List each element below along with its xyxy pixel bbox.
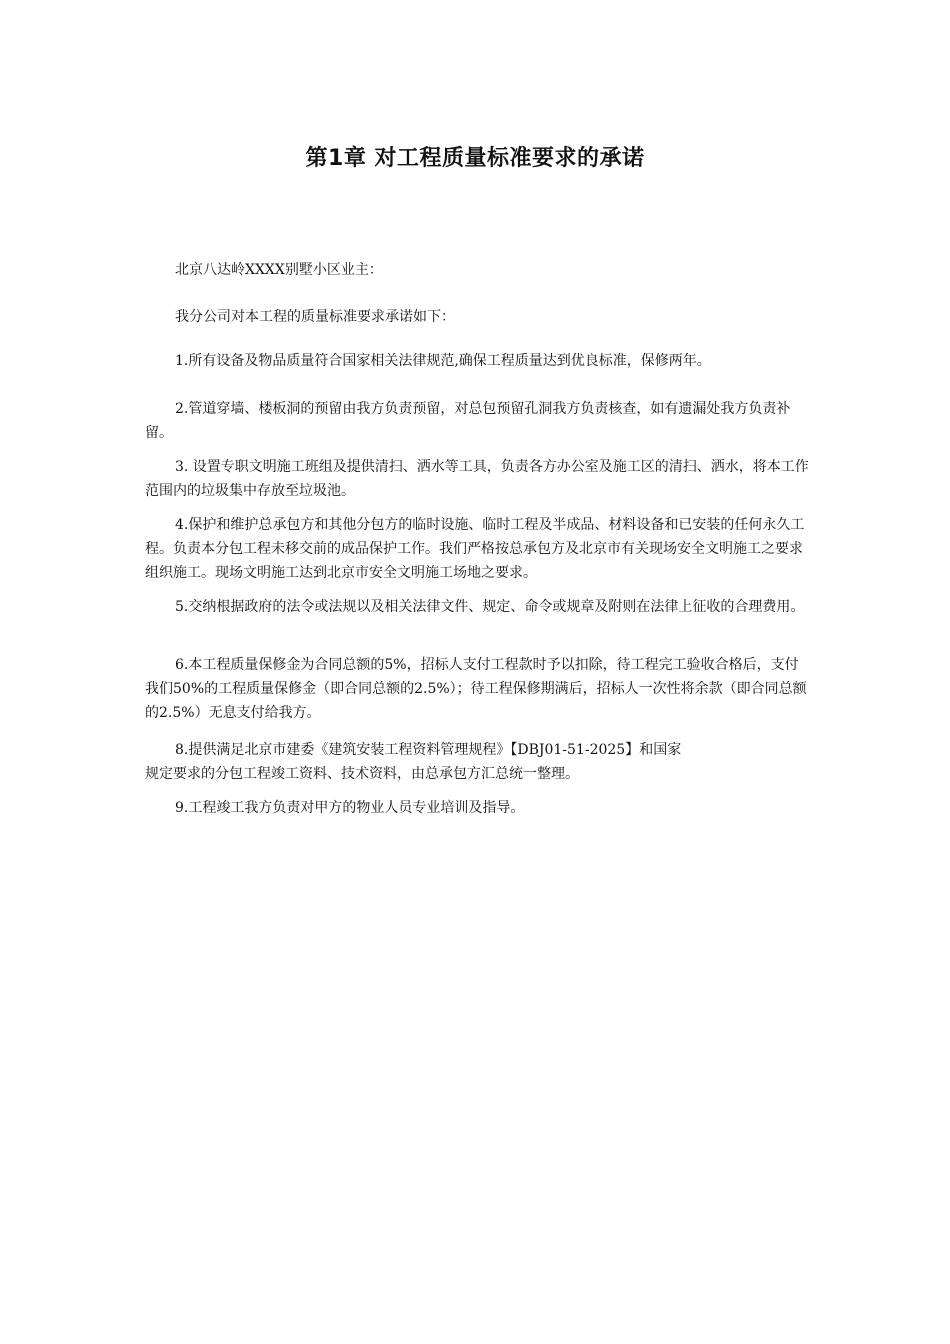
commitment-item-8	[145, 738, 810, 786]
commitment-item-3	[145, 455, 810, 503]
chapter-title: 第1章 对工程质量标准要求的承诺	[305, 146, 645, 171]
salutation-text: 北京八达岭XXXX别墅小区业主：	[175, 262, 383, 278]
clipped-line: 8.提供满足北京市建委《建筑安装工程资料管理规程》【DBJ01-51-2025】和国家	[175, 742, 682, 758]
commitment-item-6	[145, 653, 810, 725]
commitment-text: 6.本工程质量保修金为合同总额的5%，招标人支付工程款时予以扣除，待工程完工验收合格后，支付我们50%的工程质量保修金（即合同总额的2.5%）；待工程保修期满后，招标人一次性将余款（即合同总额的2.5%）无息支付给我方。	[145, 657, 807, 721]
commitment-text: 9.工程竣工我方负责对甲方的物业人员专业培训及指导。	[175, 800, 525, 816]
commitment-item-9	[145, 796, 810, 820]
commitment-text: 5.交纳根据政府的法令或法规以及相关法律文件、规定、命令或规章及附则在法律上征收的合理费用。	[175, 599, 805, 615]
commitment-item-4	[145, 513, 810, 585]
commitment-text: 2.管道穿墙、楼板洞的预留由我方负责预留，对总包预留孔洞我方负责核查，如有遗漏处我方负责补留。	[145, 401, 791, 441]
commitment-text: 3. 设置专职文明施工班组及提供清扫、洒水等工具，负责各方办公室及施工区的清扫、洒水，将本工作范围内的垃圾集中存放至垃圾池。	[145, 459, 809, 499]
intro-paragraph	[145, 305, 810, 329]
commitment-text: 1.所有设备及物品质量符合国家相关法律规范,确保工程质量达到优良标准，保修两年。	[175, 353, 711, 369]
commitment-item-1	[145, 349, 810, 373]
intro-text: 我分公司对本工程的质量标准要求承诺如下：	[175, 309, 455, 325]
commitment-line-1	[145, 738, 810, 762]
commitment-text: 4.保护和维护总承包方和其他分包方的临时设施、临时工程及半成品、材料设备和已安装的任何永久工程。负责本分包工程未移交前的成品保护工作。我们严格按总承包方及北京市有关现场安全文明施工之要求组织施工。现场文明施工达到北京市安全文明施工场地之要求。	[145, 517, 805, 581]
commitment-item-2	[145, 397, 810, 445]
commitment-item-5	[145, 595, 810, 619]
commitment-line-2: 规定要求的分包工程竣工资料、技术资料，由总承包方汇总统一整理。	[145, 766, 579, 782]
salutation	[145, 258, 810, 282]
